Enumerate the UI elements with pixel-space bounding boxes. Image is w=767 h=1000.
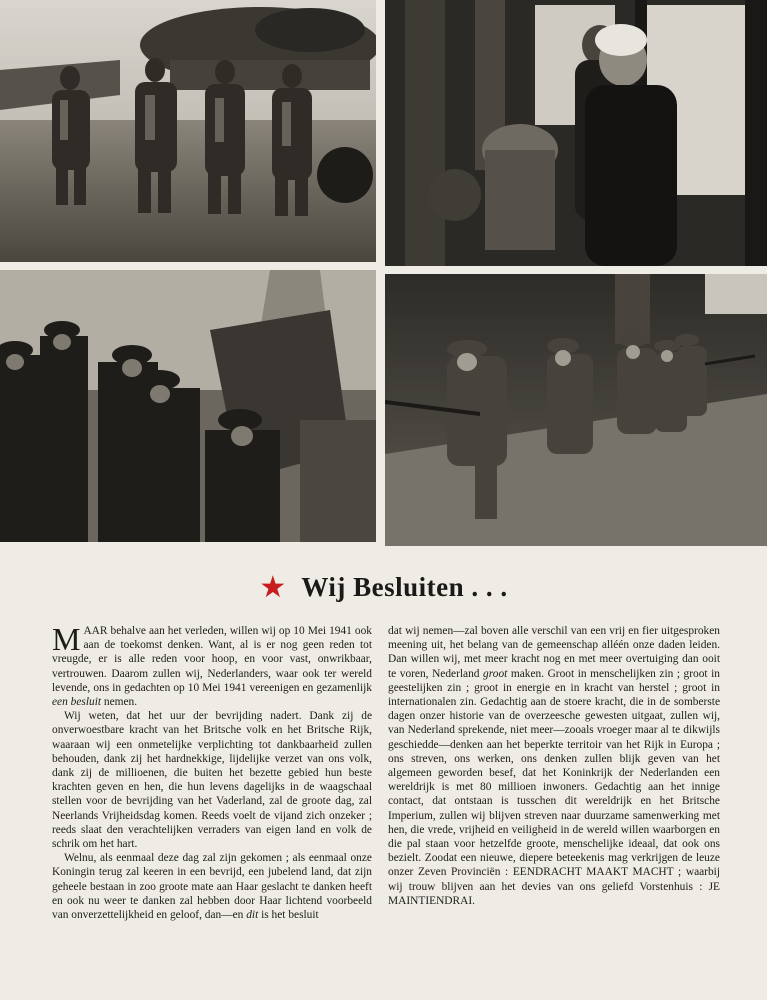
photo-soldiers-in-field — [385, 274, 767, 546]
article-title: Wij Besluiten . . . — [301, 572, 508, 602]
paragraph — [52, 621, 372, 709]
text-run: nemen. — [103, 696, 138, 709]
photo-anti-aircraft-gun-crew — [0, 270, 376, 542]
italic-text: een besluit — [52, 696, 102, 709]
star-icon: ★ — [259, 569, 287, 605]
paragraph — [388, 624, 720, 908]
photo-airmen-near-plane — [0, 0, 376, 262]
text-run: is het besluit — [261, 909, 319, 922]
text-run: Welnu, als eenmaal deze dag zal zijn gekomen ; als eenmaal onze Koningin terug zal keeren in een bevrijd, een jubelend land, dat zijn geheele bestaan in zoo groote mate aan Haar geslacht te danken heeft en ook nu weer te danken zal hebben door Haar lichtend voorbeeld van onverzettelijkheid en geloof, dan—en — [52, 852, 372, 922]
text-run: dat wij nemen—zal boven alle verschil van een vrij en fier uitgesproken meening uit, het belang van de gemeenschap alléén onze daden leiden. Dan willen wij, met meer kracht nog en met meer overtuiging dan ooit te voren, Nederland — [388, 625, 720, 680]
article-title-block — [0, 569, 767, 612]
article-column-right — [388, 624, 720, 908]
italic-text: groot — [483, 667, 508, 680]
text-run: maken. Groot in menschelijken zin ; groot in geestelijken zin ; groot in energie en in kracht van herstel ; groot in internationalen zin. Gedachtig aan de stoere kracht, die in de somberste dagen onzer historie van de overzeesche gewesten uitgaat, zullen wij, van Nederland sprekende, niet meer—zooals vroeger maar al te dikwijls geschiedde—denken aan het beperkte territoir van het Rijk in Europa ; ons streven, ons werken, ons denken zullen blijk geven van het algemeen geworden besef, dat het Koninkrijk der Nederlanden een wereldrijk is met 80 millioen inwoners. Gedachtig aan het innige contact, dat ontstaan is tusschen dit wereldrijk en het Britsche Imperium, zullen wij blijven streven naar duurzame samenwerking met hen, die vrede, vrijheid en veiligheid in de wereld willen waarborgen en die pal staan voor hetzelfde groote, menschelijke ideaal, dat ook ons bezielt. Zoodat een nieuwe, diepere beteekenis mag verkrijgen de leuze onzer Zeven Provinciën : EENDRACHT MAAKT MACHT ; waarbij wij trouw blijven aan het devies van ons geliefd Vorstenhuis : JE MAINTIENDRAI. — [388, 667, 720, 907]
article-column-left — [52, 621, 372, 922]
photo-ship-bridge-crew — [385, 0, 767, 266]
paragraph — [52, 851, 372, 922]
italic-text: dit — [246, 909, 259, 922]
paragraph: Wij weten, dat het uur der bevrijding nadert. Dank zij de onverwoestbare kracht van het Britsche volk en het Britsche Rijk, waaraan wij een onmetelijke verplichting tot dankbaarheid zullen behouden, dank zij het hardnekkige, lijdelijke verzet van ons volk, dank zij de millioenen, die buiten het bezette gebied hun beste krachten geven en hen, die hun levens dagelijks in de waagschaal stellen voor de bevrijding van het Vaderland, zal de groote dag, zal Neerlands Vrijheidsdag komen. Reeds voelt de vijand zich onzeker ; reeds slaat den verachtelijken verraders van eigen land en volk de schrik om het hart. — [52, 710, 372, 851]
drop-cap: M — [52, 621, 81, 657]
text-run: AAR behalve aan het verleden, willen wij op 10 Mei 1941 ook aan de toekomst denken. Want, al is er nog geen reden tot vreugde, er is alle reden voor hoop, en voor vast, onwrikbaar, vertrouwen. Daarom zullen wij, Nederlanders, waar ook ter wereld levende, ons in gedachten op 10 Mei 1941 vereenigen en gezamenlijk — [52, 625, 372, 694]
